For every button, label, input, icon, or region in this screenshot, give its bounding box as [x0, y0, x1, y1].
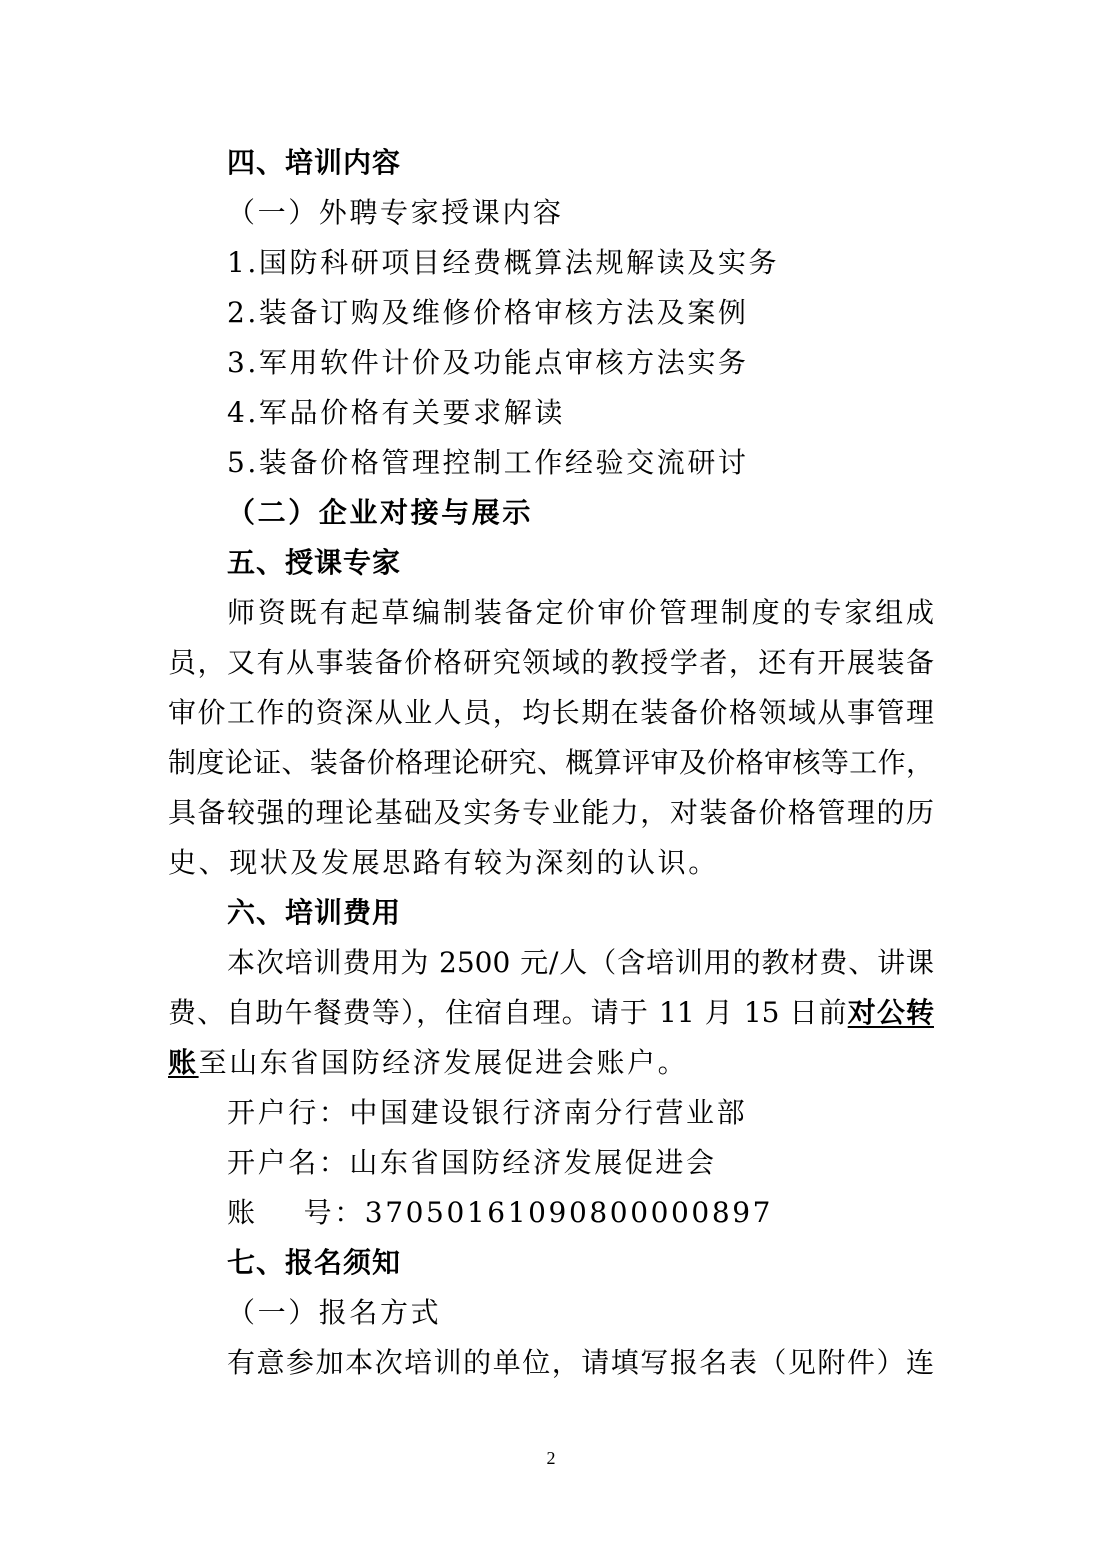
list-item: 1.国防科研项目经费概算法规解读及实务 [227, 246, 780, 279]
transfer-emphasis-end: 账 [168, 1046, 199, 1079]
section-6-title: 六、培训费用 [227, 896, 402, 929]
account-name-line: 开户名：山东省国防经济发展促进会 [227, 1146, 717, 1179]
paragraph-line [168, 1038, 934, 1088]
section-4-subheading-1: （一）外聘专家授课内容 [227, 196, 564, 229]
section-5-title: 五、授课专家 [227, 546, 402, 579]
list-item: 2.装备订购及维修价格审核方法及案例 [227, 296, 749, 329]
list-item: 5.装备价格管理控制工作经验交流研讨 [227, 446, 749, 479]
account-number-line: 账 号：37050161090800000897 [227, 1196, 774, 1229]
paragraph-line: 史、现状及发展思路有较为深刻的认识。 [168, 846, 719, 879]
paragraph-line: 有意参加本次培训的单位，请填写报名表（见附件）连 [227, 1346, 934, 1379]
paragraph-line: 师资既有起草编制装备定价审价管理制度的专家组成 [227, 596, 934, 629]
paragraph-line: 本次培训费用为 2500 元/人（含培训用的教材费、讲课 [227, 946, 934, 979]
page-number: 2 [546, 1448, 556, 1468]
fee-text: 费、自助午餐费等），住宿自理。请于 11 月 15 日前 [168, 996, 848, 1029]
paragraph-line: 员，又有从事装备价格研究领域的教授学者，还有开展装备 [168, 646, 934, 679]
section-4-subheading-2: （二）企业对接与展示 [227, 496, 534, 529]
paragraph-line: 制度论证、装备价格理论研究、概算评审及价格审核等工作， [168, 746, 934, 779]
list-item: 4.军品价格有关要求解读 [227, 396, 565, 429]
paragraph-line: 审价工作的资深从业人员，均长期在装备价格领域从事管理 [168, 696, 934, 729]
paragraph-line: 具备较强的理论基础及实务专业能力，对装备价格管理的历 [168, 796, 934, 829]
list-item: 3.军用软件计价及功能点审核方法实务 [227, 346, 749, 379]
bank-name-line: 开户行：中国建设银行济南分行营业部 [227, 1096, 748, 1129]
account-destination-text: 至山东省国防经济发展促进会账户。 [198, 1046, 689, 1079]
section-4-title: 四、培训内容 [227, 146, 402, 179]
paragraph-line [168, 988, 934, 1038]
section-7-title: 七、报名须知 [227, 1246, 402, 1279]
section-7-subheading-1: （一）报名方式 [227, 1296, 442, 1329]
transfer-emphasis: 对公转 [847, 996, 934, 1029]
